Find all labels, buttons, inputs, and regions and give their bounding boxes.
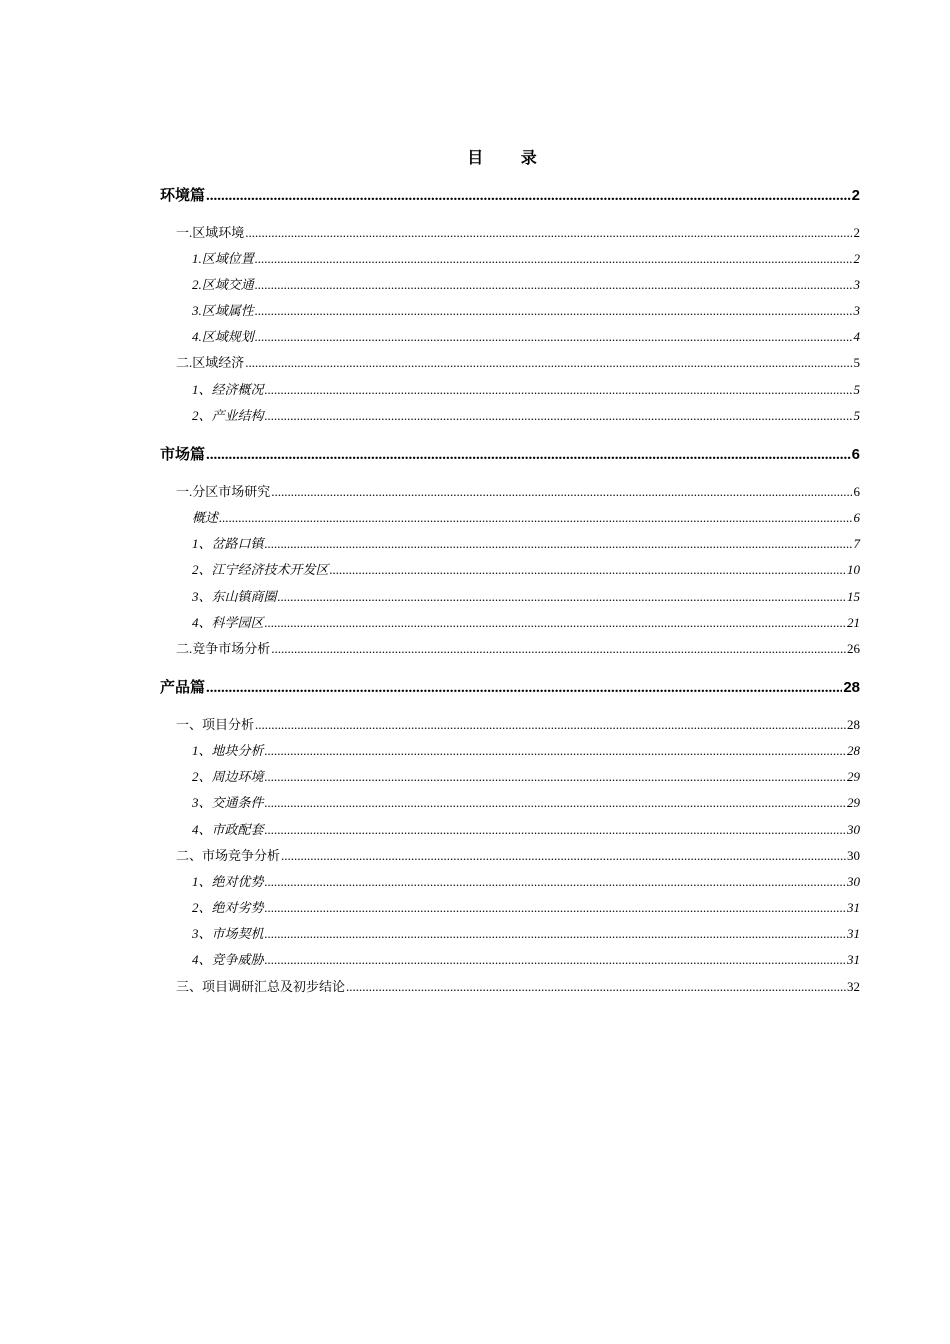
toc-entry-label: 1、地块分析 — [192, 743, 264, 758]
toc-entry-page-number: 3 — [853, 277, 860, 292]
toc-entry-page-number: 3 — [853, 303, 860, 318]
dot-leader — [255, 301, 853, 321]
toc-entry-page-number: 26 — [847, 641, 860, 656]
dot-leader — [265, 820, 846, 840]
toc-entry-label: 二、市场竞争分析 — [176, 848, 281, 863]
toc-entry[interactable] — [192, 534, 860, 554]
dot-leader — [265, 534, 853, 554]
toc-entry-label: 市场篇 — [160, 445, 206, 463]
toc-entry[interactable] — [192, 741, 860, 761]
toc-entry-page-number: 31 — [847, 900, 860, 915]
toc-entry[interactable] — [192, 924, 860, 944]
toc-entry-page-number: 6 — [853, 484, 860, 499]
toc-entry-label: 1、岔路口镇 — [192, 536, 264, 551]
toc-entry[interactable] — [192, 508, 860, 528]
toc-entry-label: 3、东山镇商圈 — [192, 589, 277, 604]
dot-leader — [265, 898, 846, 918]
toc-entry-label: 2、周边环境 — [192, 769, 264, 784]
toc-entry[interactable] — [192, 587, 860, 607]
dot-leader — [281, 846, 846, 866]
toc-entry[interactable] — [176, 353, 860, 373]
dot-leader — [255, 249, 853, 269]
dot-leader — [265, 872, 846, 892]
toc-entry-page-number: 30 — [847, 848, 860, 863]
toc-title: 目 录 — [467, 148, 553, 167]
toc-entry-label: 二.区域经济 — [176, 355, 245, 370]
dot-leader — [265, 767, 846, 787]
toc-entry-page-number: 6 — [853, 510, 860, 525]
toc-entry-page-number: 28 — [847, 743, 860, 758]
toc-entry[interactable] — [176, 715, 860, 735]
toc-entry[interactable] — [192, 820, 860, 840]
toc-entry-label: 2、江宁经济技术开发区 — [192, 562, 329, 577]
toc-entry-label: 环境篇 — [160, 186, 206, 204]
toc-entry[interactable] — [160, 444, 860, 465]
toc-entry[interactable] — [176, 977, 860, 997]
toc-entry-label: 4、科学园区 — [192, 615, 264, 630]
toc-entry-page-number: 30 — [847, 874, 860, 889]
toc-entry-page-number: 32 — [847, 979, 860, 994]
toc-entry[interactable] — [192, 406, 860, 426]
toc-entry-label: 产品篇 — [160, 678, 206, 696]
toc-entry-label: 三、项目调研汇总及初步结论 — [176, 979, 346, 994]
toc-entry-label: 一.分区市场研究 — [176, 484, 271, 499]
toc-entry-label: 3、交通条件 — [192, 795, 264, 810]
dot-leader — [265, 406, 853, 426]
toc-entry-label: 1、绝对优势 — [192, 874, 264, 889]
toc-entry-label: 2、绝对劣势 — [192, 900, 264, 915]
toc-entry[interactable] — [160, 677, 860, 698]
dot-leader — [265, 613, 846, 633]
toc-entry-page-number: 2 — [851, 187, 860, 204]
toc-entry[interactable] — [176, 846, 860, 866]
toc-entry-label: 1.区域位置 — [192, 251, 254, 266]
toc-entry[interactable] — [192, 767, 860, 787]
toc-entry-page-number: 5 — [853, 408, 860, 423]
toc-entry-label: 二.竞争市场分析 — [176, 641, 271, 656]
toc-entry[interactable] — [192, 249, 860, 269]
toc-entry-page-number: 2 — [853, 225, 860, 240]
toc-entry-page-number: 31 — [847, 926, 860, 941]
toc-entry[interactable] — [192, 613, 860, 633]
toc-entry-label: 概述 — [192, 510, 219, 525]
toc-entry-page-number: 28 — [843, 679, 860, 696]
toc-entry-label: 1、经济概况 — [192, 382, 264, 397]
dot-leader — [330, 560, 846, 580]
toc-entry-label: 3、市场契机 — [192, 926, 264, 941]
dot-leader — [245, 223, 852, 243]
dot-leader — [265, 380, 853, 400]
toc-entry-page-number: 6 — [851, 446, 860, 463]
dot-leader — [265, 793, 846, 813]
toc-entry[interactable] — [160, 185, 860, 206]
dot-leader — [265, 950, 846, 970]
toc-entry-page-number: 4 — [853, 329, 860, 344]
toc-entry-page-number: 29 — [847, 795, 860, 810]
toc-entry-page-number: 28 — [847, 717, 860, 732]
toc-entry-page-number: 15 — [847, 589, 860, 604]
toc-entry[interactable] — [192, 301, 860, 321]
toc-entry-page-number: 7 — [853, 536, 860, 551]
dot-leader — [206, 445, 851, 465]
dot-leader — [255, 715, 846, 735]
toc-entry-label: 一.区域环境 — [176, 225, 245, 240]
toc-entry[interactable] — [192, 560, 860, 580]
dot-leader — [206, 678, 842, 698]
dot-leader — [219, 508, 852, 528]
toc-entry-label: 3.区域属性 — [192, 303, 254, 318]
toc-entry[interactable] — [192, 275, 860, 295]
toc-entry-page-number: 31 — [847, 952, 860, 967]
toc-entry[interactable] — [192, 327, 860, 347]
toc-entry-label: 一、项目分析 — [176, 717, 255, 732]
dot-leader — [265, 741, 846, 761]
dot-leader — [346, 977, 846, 997]
dot-leader — [265, 924, 846, 944]
toc-entry-page-number: 21 — [847, 615, 860, 630]
toc-entry-page-number: 5 — [853, 355, 860, 370]
toc-entry-page-number: 29 — [847, 769, 860, 784]
toc-entry-page-number: 5 — [853, 382, 860, 397]
toc-entry[interactable] — [192, 380, 860, 400]
dot-leader — [206, 186, 851, 206]
toc-entry-page-number: 10 — [847, 562, 860, 577]
toc-entry[interactable] — [192, 950, 860, 970]
dot-leader — [278, 587, 846, 607]
toc-entry[interactable] — [176, 639, 860, 659]
toc-entry-page-number: 2 — [853, 251, 860, 266]
toc-entry-label: 2、产业结构 — [192, 408, 264, 423]
toc-entry[interactable] — [176, 223, 860, 243]
toc-entry[interactable] — [192, 793, 860, 813]
toc-entry-label: 4.区域规划 — [192, 329, 254, 344]
dot-leader — [245, 353, 852, 373]
toc-entry[interactable] — [176, 482, 860, 502]
dot-leader — [271, 639, 846, 659]
toc-entry-page-number: 30 — [847, 822, 860, 837]
toc-entry[interactable] — [192, 872, 860, 892]
dot-leader — [271, 482, 852, 502]
toc-entry-label: 4、竞争威胁 — [192, 952, 264, 967]
toc-entry[interactable] — [192, 898, 860, 918]
dot-leader — [255, 275, 853, 295]
dot-leader — [255, 327, 853, 347]
toc-entry-label: 2.区域交通 — [192, 277, 254, 292]
toc-entry-label: 4、市政配套 — [192, 822, 264, 837]
